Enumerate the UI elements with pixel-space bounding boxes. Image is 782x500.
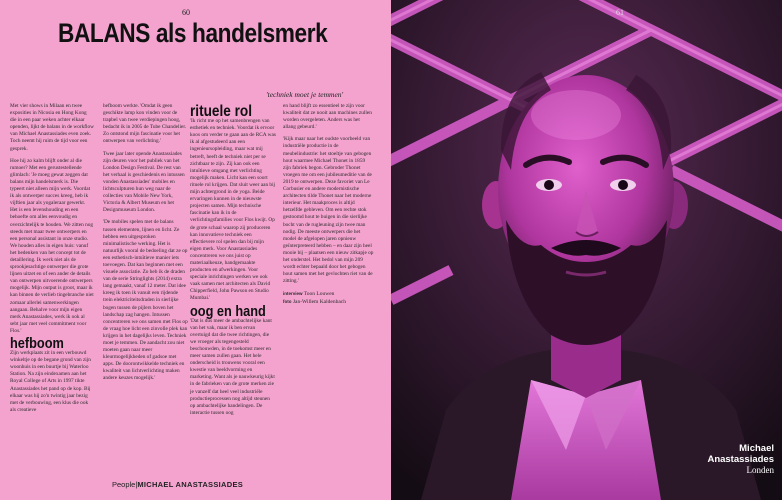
paragraph: 'Dat is dus meer de ambachtelijke kant van het vak, maar ik ben ervan overtuigd dat die twee richtingen, die we vroeger als tegengesteld beschouwden, in de toekomst meer en meer samen zullen gaan. Het hele onderscheid is trouwens vooral een kwestie van beeldvorming en marketing. Want als je nauwkeurig kijkt in de fabrieken van de grote merken zie je vanzelf dat heel veel industriële productieprocessen nog altijd steunen op ambachtelijke handelingen. De interactie tussen oog (190, 317, 275, 416)
caption-first-name: Michael (739, 443, 774, 454)
paragraph: Met vier shows in Milaan en twee exposities in Nicosia en Hong Kong die in een paar weken achter elkaar openden, lijkt de balans in de workflow van Michael Anastassiades even zoek. Toch neemt hij ruim de tijd voor een gesprek. (10, 103, 94, 152)
paragraph: 'De mobiles spelen met de balans tussen elementen, lijnen en licht. Ze hebben een uitgesproken minimalistische werking. Het is natuurlijk vooral de bedoeling dat ze op een esthetisch-intuïtieve manier iets toevoegen. Dat kan beginnen met een visuele associatie. Zo heb ik de draden van de serie Stringlights (2014) extra lang gemaakt, vanaf 12 meter. Dat idee kreeg ik toen ik vanuit een rijdende trein elektriciteitsdraden in sierlijke bogen tussen de pijlers boven het landschap zag hangen. Intussen concentreren we ons samen met Flos op de vraag hoe licht een zinvolle plek kan krijgen in het dagelijks leven. Techniek moet je temmen. De aandacht zou niet moeten gaan naar meer kleurmogelijkheden of gadsoe met apps. De doorontwikkelde techniek en kwaliteit van lichtverlichting maken andere keuzes mogelijk.' (103, 219, 188, 382)
footer-name: MICHAEL ANASTASSIADES (137, 480, 244, 489)
paragraph: Zijn werkplaats zit in een verbouwd winkeltje op de begane grond van zijn woonhuis in een buurtje bij Waterloo Station. Na zijn eindexamen aan het Royal College of Arts in 1997 tikte Anastassiades het pand op de kop. Bij elkaar was hij zo'n twintig jaar bezig met de verbouwing, een klus die ook als creatieve (10, 350, 91, 413)
paragraph: Hoe hij zo kalm blijft onder al die rumoer? Met een gerustestellende glimlach: 'Je moeg gewat zeggen dat balans mijn handelsmerk is. Die typeert niet alleen mijn werk. Voordat ik als ontwerper succes kreeg, heb ik vijftien jaar als yogaleraar gewerkt. Het is een levenshouding en een behoefte om alles eenvoudig en overzichtelijk te houden. We zitten nog steeds met maar twee ontwerpers en een personal assistant in onze studio. We houden alles in eigen huis: vanuf het bedenken van het concept tot de detaillering. Ik werk niet als de sprookjesachtige ontwerper die grote lijnen uitzet en of een ander de details van ontwerpen uitvoerende ontwerpers mogelijk. Mijn output is groot, maar ik kan binnen de verlieb tingebranche niet zomaar allerlei samenwerkingen aangaan. Behalve voor mijn eigen merk Anastassiades, werk ik ook al sebt jaar met veel commitment voor Flos.' (10, 157, 94, 334)
paragraph: 'Kijk maar naar het oudste voorbeeld van industriële productie in de meubelindustrie: het stoeltje van gebogen hout waarmee Michael Thonet in 1859 zijn fabriek begon. Gebroder Thonet vroegen me om een jubileumeditie van de 2019 te ontwerpen. Deze favoriet van Le Corbusier en andere modernistische architecten tilde Thonet naar het moderne interieur. Het maakproces is altijd hetzelfde gebleven. Om een rechte stok gestoomd hout te buigen in die sierlijke bocht van de rugleuning zijn twee man nodig. De meeste ontwerpers die het model de afgelopen jaren opnieuw geïnterpreteerd hebben – en daar zijn heel mooie bij – plaatsen een nieuw zitkapje op het onderstel. Het bedol van mijn 209 wordt echter bepaald door het gebogen hout samen met het gevlochten riet van de zitting.' (283, 136, 374, 285)
paragraph: 'Ik richt me op het samenbrengen van esthetiek en techniek. Voordat ik ervoor koos om verder te gaan aan de RCA was ik al afgestudeerd aan een ingenieursopleiding, maar wat mij betreft, heeft de techniek niet per se zichtbaar te zijn. Zij kan ook een intuïtieve omgang met verlichting mogelijk maken. Licht kan een soort rituele rol krijgen. Dat sluit weer aan bij mijn achtergrond in de yoga. Beide ervaringen kunnen in de nieuwste projecten samen. Mijn technische fascinatie kan ik in de verlichtingsfamilies voor Flos kwijt. Op de grote schaal waarop zij produceren kan innovatieve techniek een effectievere rol spelen dan bij mijn eigen merk. Voor Anastassiades concentreren we ons juist op materiaalkeuze, handgemaakte producten en afwerkingen. Voor speciale inrichtingen werken we ook vaak samen met architecten als David Chipperfield, John Pawson en Studio Mumbai.' (190, 118, 276, 302)
article-credits (283, 290, 374, 306)
interview-label: interview (283, 291, 303, 297)
paragraph: hefboom werkte. 'Omdat ik geen geschikte lamp kon vinden voor de trapbel van twee verdiepingen hoog, bedacht ik in 2005 de Tube Chandelier. Zo ontstond mijn fascinatie voor het ontwerpen van verlichting.' (103, 103, 187, 145)
section-heading-hefboom: hefboom (10, 335, 64, 352)
text-column-1 (10, 103, 94, 419)
text-column-2 (103, 103, 188, 388)
text-column-3 (190, 103, 276, 422)
page-number-right: 61 (616, 8, 624, 17)
photographer-name: Jan-Willem Kaldenbach (292, 299, 346, 306)
footer-section: People (112, 480, 136, 489)
paragraph: en hand blijft zo essentieel te zijn voor kwaliteit dat ze nooit aan machines zullen worden overgeleten. Anders was het allang gebeurd.' (283, 103, 372, 131)
interviewer-name: Toon Louwen (303, 291, 335, 298)
article-title: BALANS als handelsmerk (58, 18, 328, 48)
pull-quote: 'techniek moet je temmen' (266, 90, 344, 99)
text-column-4 (283, 103, 374, 307)
caption-last-name: Anastassiades (707, 454, 774, 465)
right-page (391, 0, 782, 500)
paragraph: Twee jaar later opende Anastassiades zijn deuren voor het publiek van het London Design Festival. De rest van het verhaal is geschiedenis en intussen vonden Anastassiades' mobiles en lichtsculpturen hun weg naar de collecties van Mobile New York, Victoria & Albert Museum en het Designmuseum London. (103, 150, 185, 214)
photo-label: foto (283, 299, 292, 305)
footer-separator: | (135, 480, 138, 489)
section-heading-rituele-rol: rituele rol (190, 103, 252, 120)
page-footer (112, 480, 243, 489)
portrait-photo (391, 0, 782, 500)
section-heading-oog-en-hand: oog en hand (190, 302, 266, 320)
caption-city: Londen (746, 465, 774, 475)
photo-caption (707, 443, 774, 476)
page-number-left: 60 (182, 8, 190, 17)
